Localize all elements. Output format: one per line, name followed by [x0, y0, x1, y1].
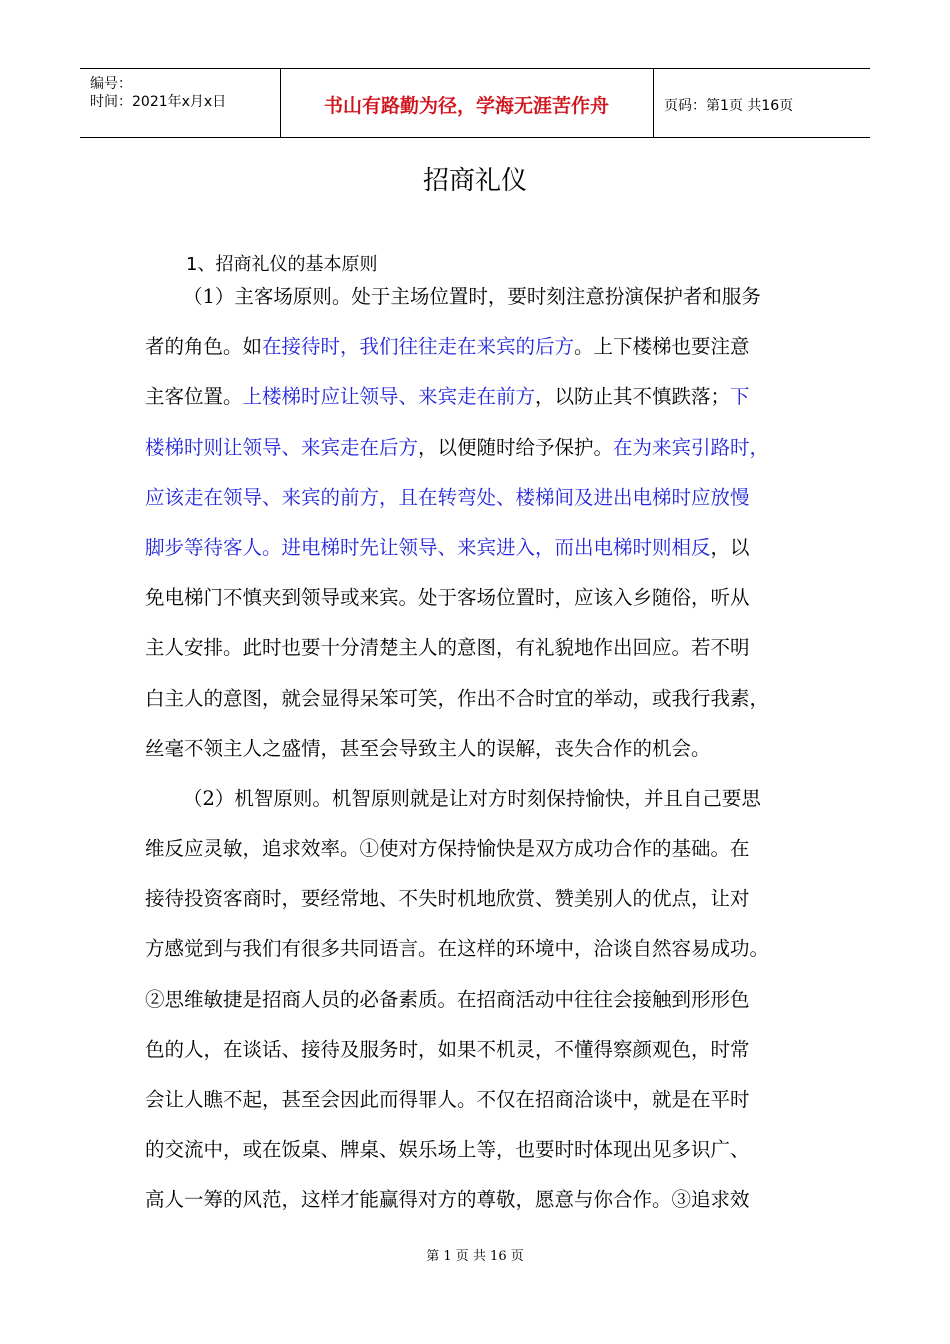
- highlighted-text: 下: [730, 385, 750, 409]
- body-text-segment: （2）机智原则。机智原则就是让对方时刻保持愉快，并且自己要思: [183, 786, 761, 810]
- body-line: [145, 1175, 825, 1225]
- body-text-segment: ②思维敏捷是招商人员的必备素质。在招商活动中往往会接触到形形色: [145, 987, 750, 1011]
- body-line: [145, 1125, 825, 1175]
- highlighted-text: 脚步等待客人。进电梯时先让领导、来宾进入，而出电梯时则相反: [145, 535, 711, 559]
- body-text-segment: 者的角色。如: [145, 335, 263, 359]
- body-line: [145, 975, 825, 1025]
- highlighted-text: 在接待时，我们往往走在来宾的后方: [262, 335, 575, 359]
- highlighted-text: 楼梯时则让领导、来宾走在后方: [145, 435, 419, 459]
- body-text-segment: 维反应灵敏，追求效率。①使对方保持愉快是双方成功合作的基础。在: [145, 837, 750, 861]
- body-line: [145, 1075, 825, 1125]
- body-text-segment: 白主人的意图，就会显得呆笨可笑，作出不合时宜的举动，或我行我素，: [145, 686, 770, 710]
- body-line: [145, 874, 825, 924]
- body-text-segment: 免电梯门不慎夹到领导或来宾。处于客场位置时，应该入乡随俗，听从: [145, 586, 750, 610]
- body-line: [145, 1025, 825, 1075]
- highlighted-text: 上楼梯时应让领导、来宾走在前方: [242, 385, 536, 409]
- document-title: 招商礼仪: [422, 166, 527, 196]
- body-line: [145, 272, 825, 322]
- motto-text: 书山有路勤为径，学海无涯苦作舟: [323, 95, 609, 117]
- page-footer: 第 1 页 共 16 页: [426, 1249, 524, 1264]
- body-line: [145, 573, 825, 623]
- body-text-segment: 色的人，在谈话、接待及服务时，如果不机灵，不懂得察颜观色，时常: [145, 1037, 750, 1061]
- header-meta-cell: [80, 69, 281, 137]
- body-text-segment: （1）主客场原则。处于主场位置时，要时刻注意扮演保护者和服务: [183, 285, 761, 308]
- body-text-segment: 丝毫不领主人之盛情，甚至会导致主人的误解，丧失合作的机会。: [145, 736, 711, 760]
- body-line: [145, 372, 825, 422]
- body-text: [145, 272, 825, 1226]
- body-line: [145, 322, 825, 372]
- body-text-segment: ，以便随时给予保护。: [418, 435, 614, 459]
- body-line: [145, 774, 825, 824]
- page-info: 页码：第1页 共16页: [664, 98, 794, 114]
- body-text-segment: ，以: [710, 535, 750, 559]
- body-text-segment: 。上下楼梯也要注意: [574, 335, 750, 359]
- section-heading: 1、招商礼仪的基本原则: [186, 254, 378, 275]
- body-line: [145, 473, 825, 523]
- body-line: [145, 423, 825, 473]
- body-text-segment: 会让人瞧不起，甚至会因此而得罪人。不仅在招商洽谈中，就是在平时: [145, 1088, 750, 1111]
- body-text-segment: 高人一筹的风范，这样才能赢得对方的尊敬，愿意与你合作。③追求效: [145, 1188, 750, 1212]
- document-header: [80, 68, 870, 138]
- body-line: [145, 674, 825, 724]
- body-text-segment: 的交流中，或在饭桌、牌桌、娱乐场上等，也要时时体现出见多识广、: [145, 1138, 750, 1162]
- body-line: [145, 523, 825, 573]
- highlighted-text: 在为来宾引路时，: [613, 435, 770, 459]
- body-line: [145, 824, 825, 874]
- body-text-segment: 主客位置。: [145, 385, 243, 409]
- header-motto-cell: [280, 69, 654, 137]
- body-text-segment: 方感觉到与我们有很多共同语言。在这样的环境中，洽谈自然容易成功。: [145, 937, 770, 961]
- body-text-segment: ，以防止其不慎跌落；: [535, 385, 731, 409]
- body-line: [145, 623, 825, 673]
- number-label: 编号：: [90, 76, 132, 92]
- highlighted-text: 应该走在领导、来宾的前方，且在转弯处、楼梯间及进出电梯时应放慢: [145, 485, 750, 509]
- date-label: 时间：2021年x月x日: [90, 94, 227, 110]
- body-line: [145, 724, 825, 774]
- header-page-cell: [654, 69, 870, 137]
- body-text-segment: 接待投资客商时，要经常地、不失时机地欣赏、赞美别人的优点，让对: [145, 887, 750, 911]
- body-text-segment: 主人安排。此时也要十分清楚主人的意图，有礼貌地作出回应。若不明: [145, 636, 750, 660]
- body-line: [145, 924, 825, 974]
